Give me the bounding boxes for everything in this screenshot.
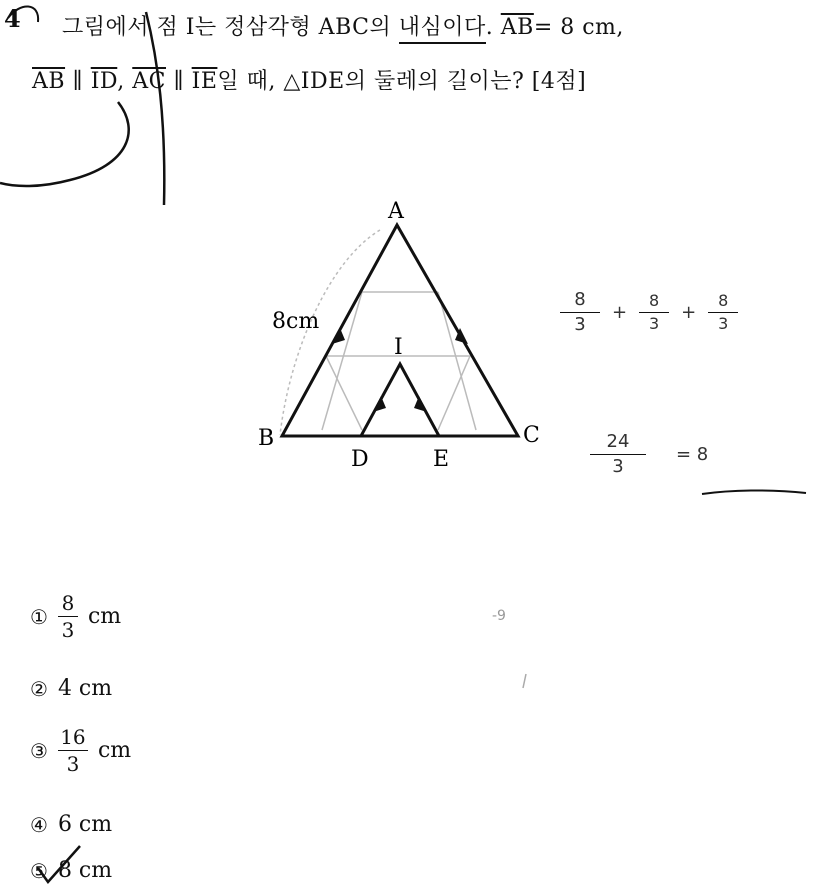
handwritten-result	[590, 432, 708, 477]
underlined-term: 내심이다	[399, 15, 486, 44]
choice-4[interactable]	[30, 812, 112, 837]
hw-total-num: 24	[606, 431, 630, 452]
question-line-1	[62, 10, 624, 41]
check-mark-icon	[34, 842, 84, 886]
hw-fraction-num: 8	[649, 291, 660, 311]
hw-plus: +	[612, 301, 628, 323]
label-i: I	[394, 335, 403, 360]
choice-fraction-num: 16	[60, 725, 86, 749]
choice-text: 6 cm	[57, 812, 113, 837]
choice-number: ②	[30, 676, 48, 701]
question-line-2	[32, 64, 586, 95]
choice-fraction-num: 8	[61, 591, 75, 615]
choice-number: ③	[30, 738, 48, 763]
hw-plus: +	[681, 301, 697, 323]
hw-fraction-num: 8	[718, 291, 729, 311]
choice-1[interactable]	[30, 592, 121, 641]
choice-unit: cm	[87, 604, 122, 629]
choice-unit: cm	[97, 738, 132, 763]
hw-equals: = 8	[676, 443, 709, 465]
segment-ab: $\overline{AB}$	[32, 69, 66, 94]
question-text: = 8 cm,	[533, 15, 624, 40]
segment-ie: $\overline{IE}$	[191, 69, 218, 94]
parallel-symbol: ∥	[166, 69, 192, 94]
parallel-arrow	[373, 396, 386, 412]
stray-tick	[520, 672, 530, 690]
segment-id: $\overline{ID}$	[90, 69, 118, 94]
question-text: ,	[117, 69, 133, 94]
hw-total-den: 3	[612, 455, 624, 477]
label-e: E	[433, 447, 450, 472]
choice-text: 4 cm	[57, 676, 113, 701]
segment-ac: $\overline{AC}$	[132, 69, 166, 94]
choice-fraction-den: 3	[61, 618, 75, 642]
handwritten-sum	[560, 290, 738, 335]
choice-number: ④	[30, 812, 48, 837]
label-side-length: 8cm	[272, 309, 320, 334]
parallel-arrow	[414, 396, 427, 412]
stray-mark: -9	[492, 608, 506, 624]
question-number-text: 4	[4, 4, 21, 33]
label-a: A	[388, 199, 404, 224]
hw-fraction-den: 3	[649, 313, 660, 333]
choice-3[interactable]	[30, 726, 131, 775]
choice-2[interactable]	[30, 676, 112, 701]
question-text: 그림에서 점 I는 정삼각형 ABC의	[62, 15, 399, 40]
hw-fraction-num: 8	[574, 289, 586, 310]
triangle-ide	[361, 364, 439, 436]
hw-fraction-den: 3	[718, 313, 729, 333]
question-text: 일 때, △IDE의 둘레의 길이는? [4점]	[217, 69, 587, 94]
triangle-figure	[250, 190, 560, 480]
segment-ab: $\overline{AB}$	[500, 15, 534, 40]
label-d: D	[351, 447, 369, 472]
choice-fraction-den: 3	[66, 752, 80, 776]
hw-fraction-den: 3	[574, 313, 586, 335]
choice-text: 8 cm	[57, 858, 113, 883]
label-c: C	[523, 423, 540, 448]
choice-number: ⑤	[30, 858, 48, 883]
label-b: B	[258, 426, 275, 451]
choice-number: ①	[30, 604, 48, 629]
question-text: .	[485, 15, 501, 40]
hw-underline	[700, 486, 810, 498]
parallel-symbol: ∥	[65, 69, 91, 94]
